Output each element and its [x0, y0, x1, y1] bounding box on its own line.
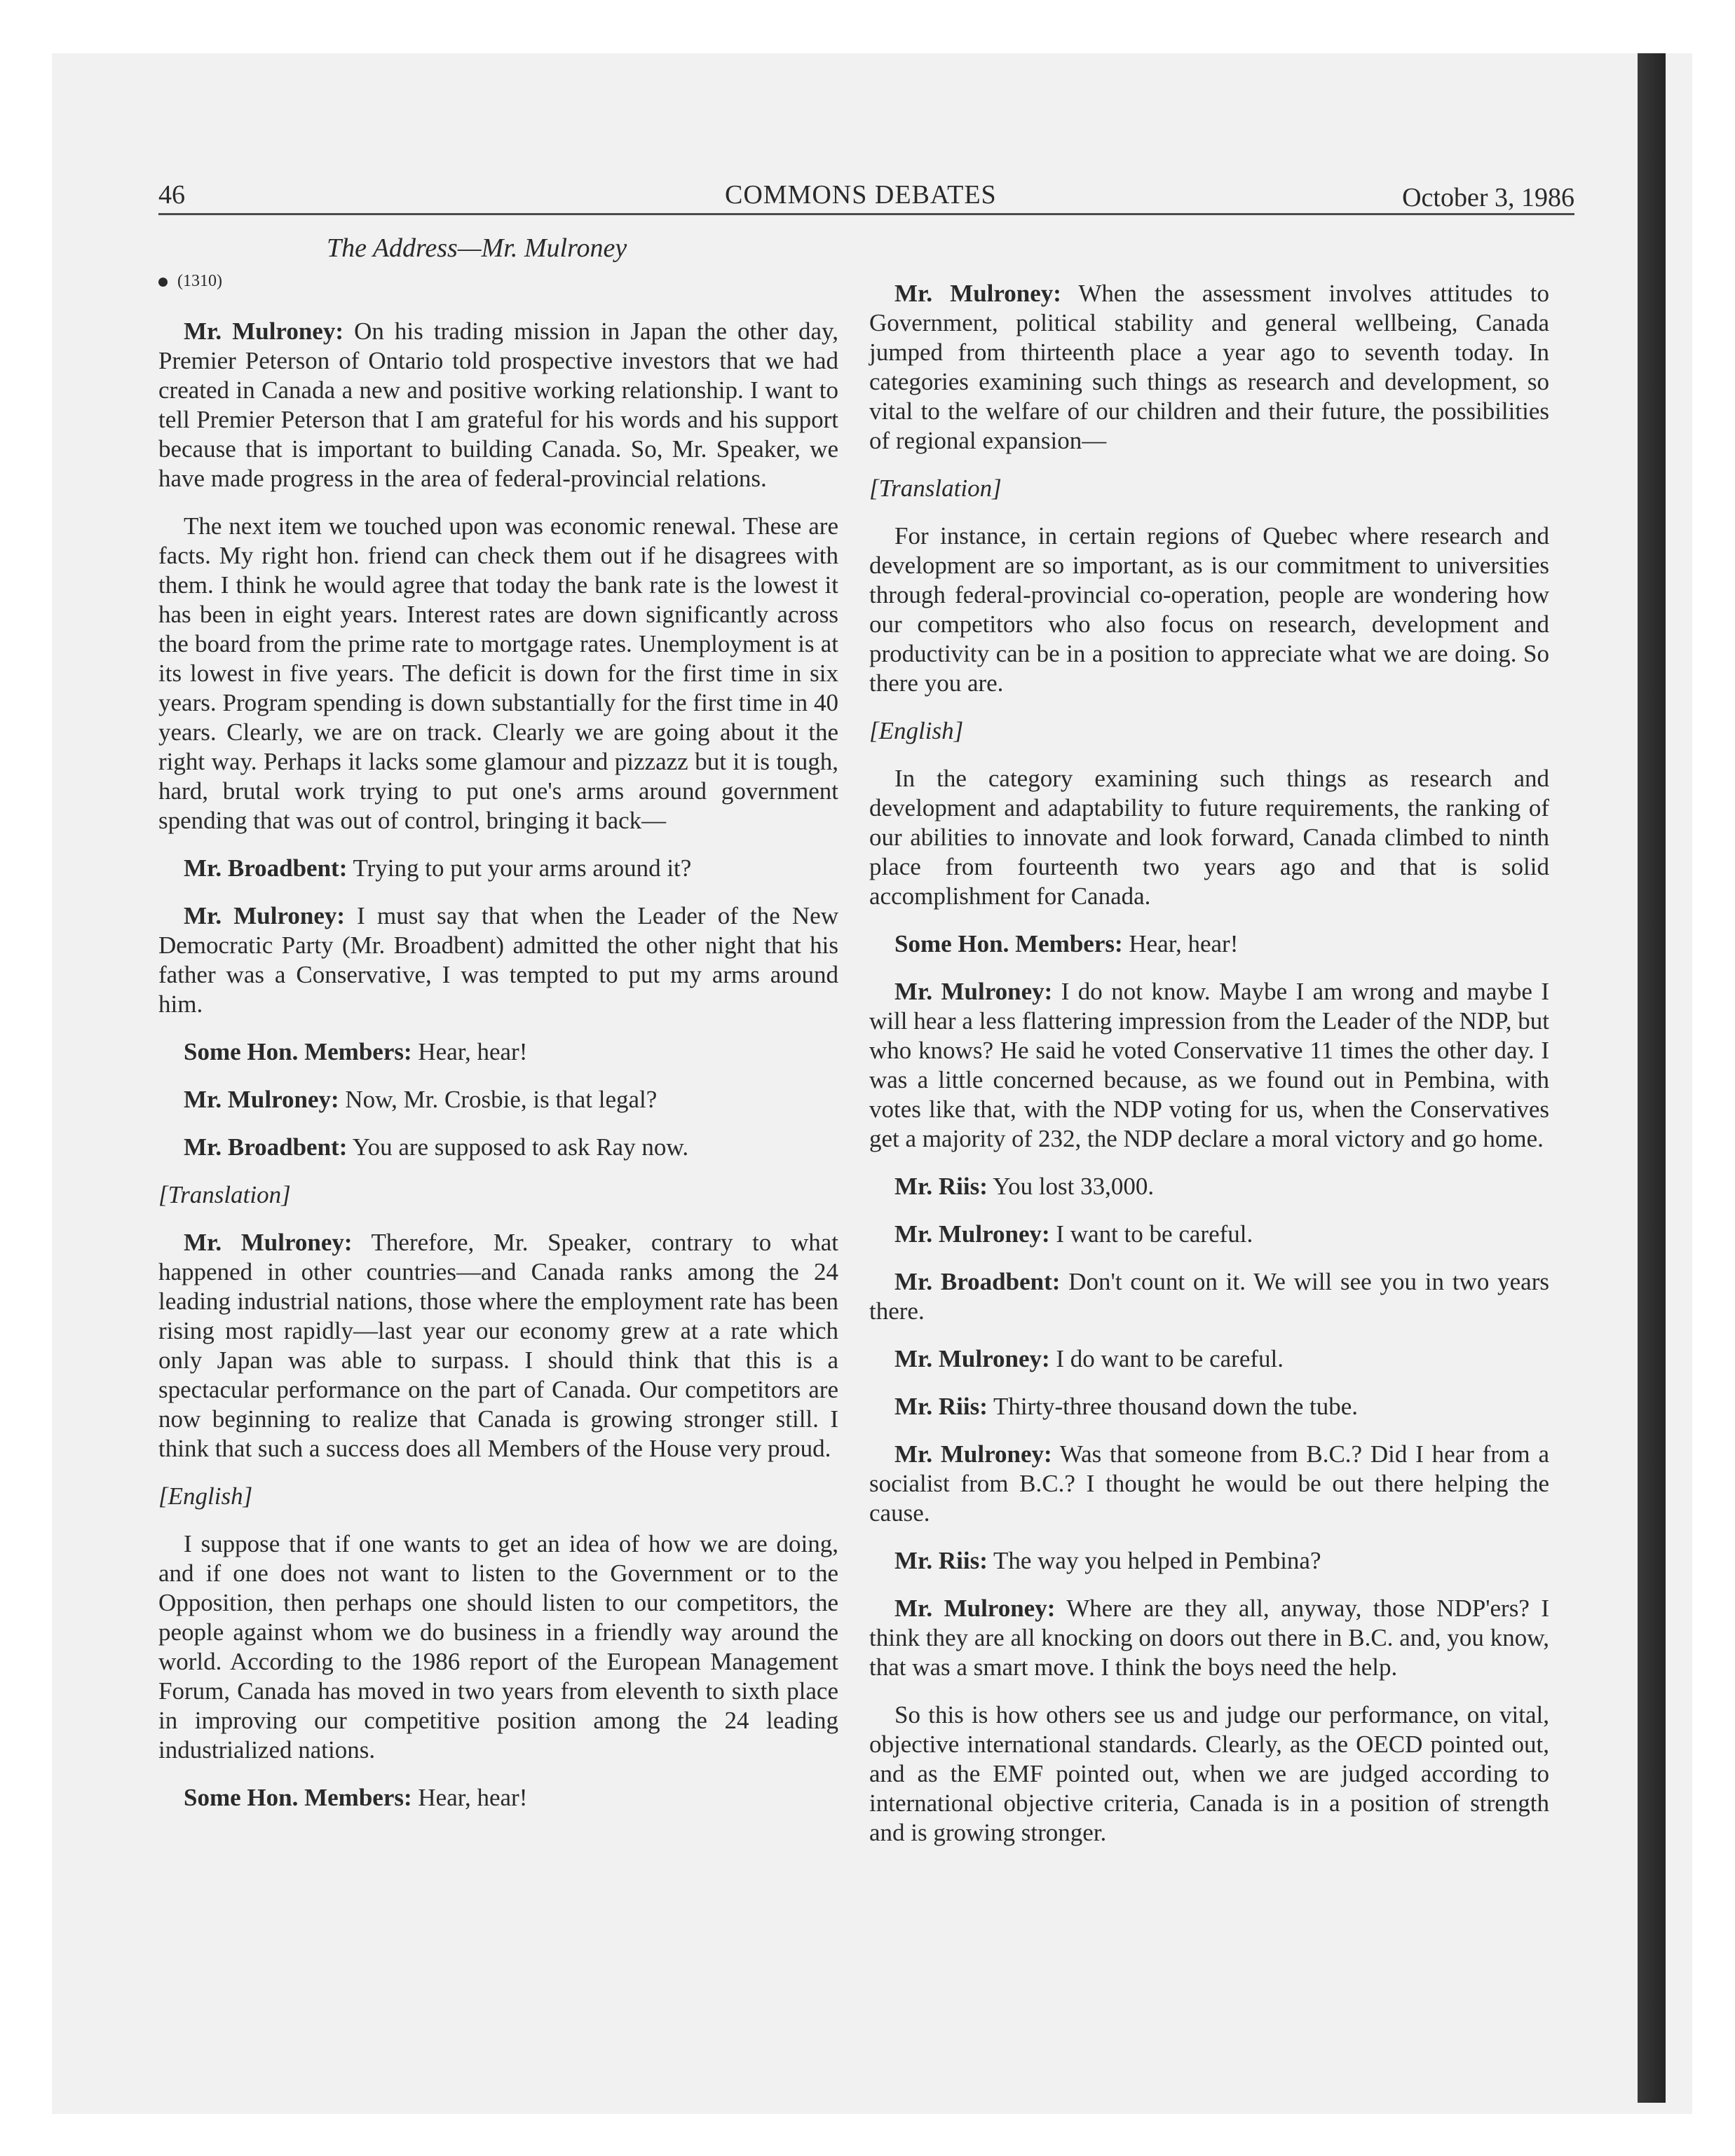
speech-text: Hear, hear! [411, 1038, 528, 1065]
speech-text: I suppose that if one wants to get an idea of how we are doing, and if one does not want to listen to the Government or to the Opposition, then perhaps one should listen to our competitors, the people against whom we do business in a friendly way around the world. According to the 1986 report of the European Management Forum, Canada has moved in two years from eleventh to sixth place in improving our competitive position among the 24 leading industrialized nations. [158, 1530, 838, 1763]
speech-paragraph [158, 1783, 838, 1813]
speech-paragraph [158, 1037, 838, 1067]
language-marker: [English] [158, 1482, 253, 1510]
speech-text: The next item we touched upon was economic renewal. These are facts. My right hon. friend can check them out if he disagrees with them. I think he would agree that today the bank rate is the lowest it has been in eight years. Interest rates are down significantly across the board from the prime rate to mortgage rates. Unemployment is at its lowest in five years. The deficit is down for the first time in six years. Program spending is down substantially for the first time in 40 years. Clearly, we are on track. Clearly we are going about it the right way. Perhaps it lacks some glamour and pizzazz but it is tough, hard, brutal work trying to put one's arms around government spending that was out of control, bringing it back— [158, 512, 838, 834]
speaker-name: Some Hon. Members: [184, 1784, 412, 1811]
speech-paragraph [869, 1440, 1549, 1528]
page-number: 46 [158, 180, 185, 210]
speech-text: For instance, in certain regions of Quebec where research and development are so important, as is our commitment to universities through federal-provincial co-operation, people are wondering how our competitors who also focus on research, development and productivity can be in a position to appreciate what we are doing. So there you are. [869, 522, 1549, 697]
speech-text: You lost 33,000. [987, 1173, 1155, 1200]
speech-text: I do want to be careful. [1049, 1345, 1284, 1372]
speech-paragraph [869, 1220, 1549, 1249]
binding-edge [1638, 53, 1666, 2103]
speech-paragraph [869, 1267, 1549, 1326]
speech-paragraph [869, 521, 1549, 698]
speaker-name: Mr. Riis: [894, 1173, 988, 1200]
speech-paragraph [158, 854, 838, 883]
speech-paragraph [869, 764, 1549, 911]
speech-paragraph [869, 1344, 1549, 1374]
speech-text: Where are they all, anyway, those NDP'ers? I think they are all knocking on doors out there in B.C. and, you know, that was a smart move. I think the boys need the help. [869, 1595, 1549, 1681]
speech-text: Hear, hear! [411, 1784, 528, 1811]
right-column [869, 279, 1549, 1866]
timestamp-text: (1310) [177, 272, 222, 290]
speaker-name: Mr. Mulroney: [894, 1220, 1050, 1248]
speech-paragraph [869, 1392, 1549, 1421]
speech-paragraph [158, 317, 838, 493]
speech-text: The way you helped in Pembina? [987, 1547, 1321, 1574]
running-head: The Address—Mr. Mulroney [327, 233, 627, 263]
language-marker: [Translation] [158, 1181, 291, 1208]
speaker-name: Mr. Mulroney: [894, 1345, 1050, 1372]
speaker-name: Mr. Broadbent: [894, 1268, 1061, 1295]
speaker-name: Mr. Broadbent: [184, 854, 348, 882]
speech-paragraph [869, 1594, 1549, 1682]
journal-title: COMMONS DEBATES [725, 180, 997, 210]
speaker-name: Mr. Mulroney: [894, 1440, 1052, 1468]
speaker-name: Mr. Mulroney: [184, 1086, 339, 1113]
speaker-name: Mr. Riis: [894, 1393, 988, 1420]
speaker-name: Mr. Mulroney: [184, 318, 343, 345]
speech-text: I want to be careful. [1049, 1220, 1253, 1248]
speech-text: So this is how others see us and judge our performance, on vital, objective international standards. Clearly, as the OECD pointed out, and as the EMF pointed out, when we are judged according to international objective criteria, Canada is in a position of strength and is growing stronger. [869, 1701, 1549, 1846]
speech-paragraph [869, 279, 1549, 456]
speech-paragraph [158, 1133, 838, 1162]
speech-text: Trying to put your arms around it? [347, 854, 692, 882]
speaker-name: Mr. Mulroney: [894, 280, 1061, 307]
speech-paragraph [869, 977, 1549, 1154]
speech-paragraph [869, 1172, 1549, 1201]
speech-paragraph [158, 512, 838, 835]
page-header [158, 177, 1574, 216]
speech-paragraph [158, 1085, 838, 1114]
page-date: October 3, 1986 [1402, 183, 1574, 212]
header-rule [158, 213, 1574, 215]
speech-paragraph [869, 1546, 1549, 1576]
speaker-name: Some Hon. Members: [894, 930, 1123, 957]
timestamp-marker [158, 272, 222, 291]
speech-text: Don't count on it. We will see you in two years there. [869, 1268, 1549, 1325]
speaker-name: Mr. Riis: [894, 1547, 988, 1574]
speech-text: In the category examining such things as research and development and adaptability to future requirements, the ranking of our abilities to innovate and look forward, Canada climbed to ninth place from fourteenth two years ago and that is solid accomplishment for Canada. [869, 765, 1549, 910]
speech-paragraph [158, 901, 838, 1019]
left-column [158, 317, 838, 1831]
speech-text: Now, Mr. Crosbie, is that legal? [339, 1086, 658, 1113]
speech-text: I must say that when the Leader of the New Democratic Party (Mr. Broadbent) admitted the other night that his father was a Conservative, I was tempted to put my arms around him. [158, 902, 838, 1018]
speech-text: Thirty-three thousand down the tube. [987, 1393, 1358, 1420]
speech-text: I do not know. Maybe I am wrong and maybe I will hear a less flattering impression from the Leader of the NDP, but who knows? He said he voted Conservative 11 times the other day. I was a little concerned because, as we found out in Pembina, with votes like that, with the NDP voting for us, when the Conservatives get a majority of 232, the NDP declare a moral victory and go home. [869, 978, 1550, 1152]
speech-text: You are supposed to ask Ray now. [347, 1133, 689, 1161]
speech-text: Was that someone from B.C.? Did I hear from a socialist from B.C.? I thought he would be out there helping the cause. [869, 1440, 1549, 1527]
speaker-name: Mr. Mulroney: [894, 978, 1053, 1005]
speech-text: Hear, hear! [1122, 930, 1239, 957]
language-marker: [English] [869, 717, 964, 744]
speech-paragraph [158, 1228, 838, 1464]
speaker-name: Mr. Mulroney: [184, 1229, 353, 1256]
speech-paragraph [158, 1529, 838, 1765]
bullet-icon [158, 278, 168, 287]
speaker-name: Mr. Mulroney: [894, 1595, 1056, 1622]
speaker-name: Some Hon. Members: [184, 1038, 412, 1065]
speech-text: On his trading mission in Japan the other day, Premier Peterson of Ontario told prospective investors that we had created in Canada a new and positive working relationship. I want to tell Premier Peterson that I am grateful for his words and his support because that is important to building Canada. So, Mr. Speaker, we have made progress in the area of federal-provincial relations. [158, 318, 839, 492]
language-marker: [Translation] [869, 475, 1002, 502]
speech-paragraph [869, 1700, 1549, 1848]
speech-text: When the assessment involves attitudes to Government, political stability and general wellbeing, Canada jumped from thirteenth place a year ago to seventh today. In categories examining such things as research and development, so vital to the welfare of our children and their future, the possibilities of regional expansion— [869, 280, 1549, 454]
speaker-name: Mr. Broadbent: [184, 1133, 348, 1161]
speech-text: Therefore, Mr. Speaker, contrary to what happened in other countries—and Canada ranks among the 24 leading industrial nations, those where the employment rate has been rising most rapidly—last year our economy grew at a rate which only Japan was able to surpass. I should think that this is a spectacular performance on the part of Canada. Our competitors are now beginning to realize that Canada is growing stronger still. I think that such a success does all Members of the House very proud. [158, 1229, 838, 1462]
speech-paragraph [869, 929, 1549, 959]
speaker-name: Mr. Mulroney: [184, 902, 346, 929]
